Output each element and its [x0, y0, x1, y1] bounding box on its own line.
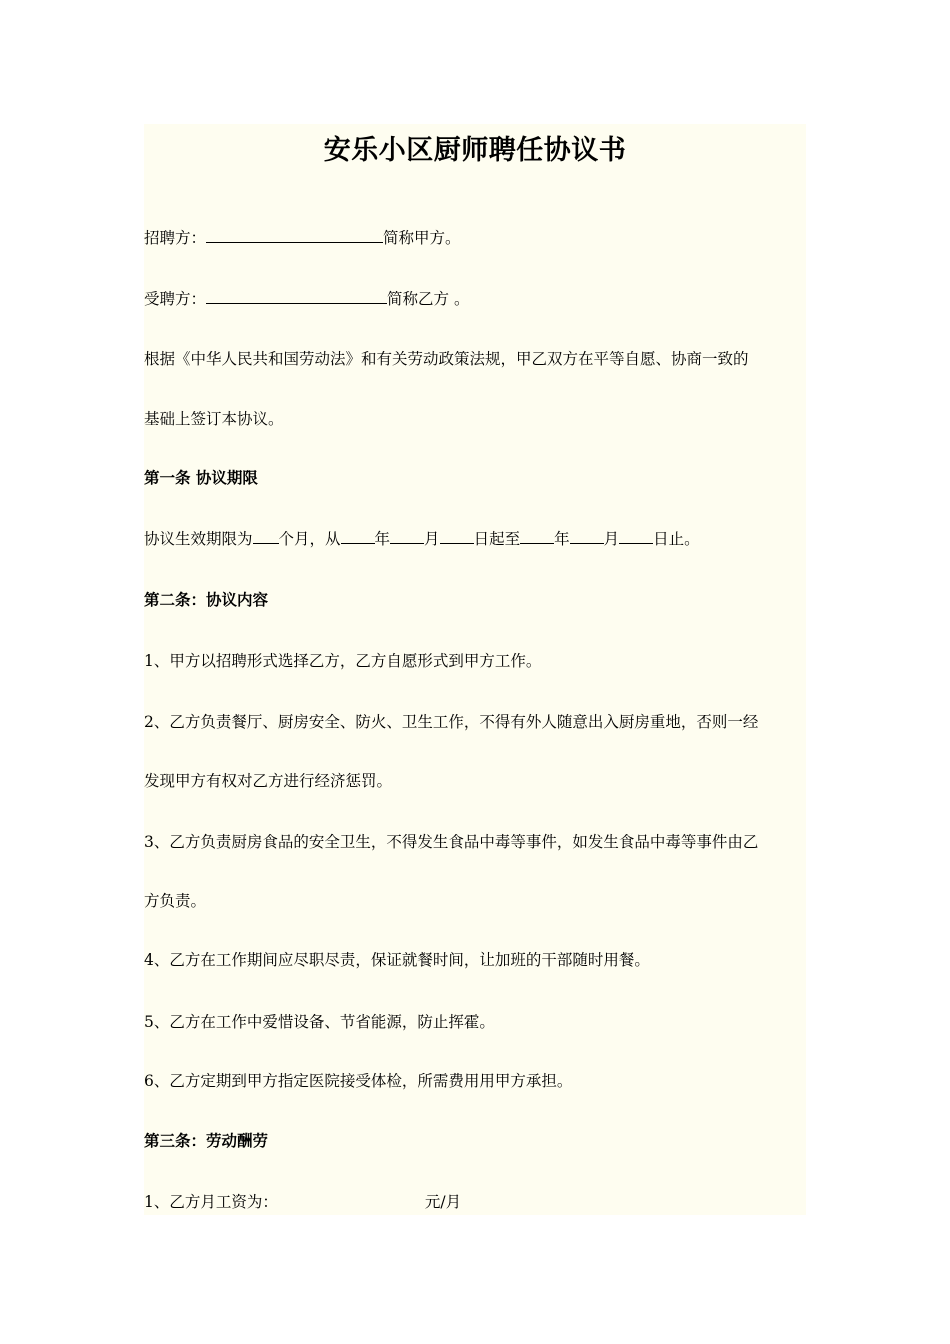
item-3-line-2: 方负责。 — [144, 892, 207, 910]
term-text-3: 年 — [374, 530, 391, 548]
employer-suffix: 简称甲方。 — [383, 229, 461, 247]
term-text-5: 日起至 — [473, 530, 521, 548]
employer-blank[interactable] — [206, 226, 383, 243]
term-months-blank[interactable] — [253, 527, 279, 544]
term-text-7: 月 — [603, 530, 620, 548]
item-2-line-2: 发现甲方有权对乙方进行经济惩罚。 — [144, 772, 393, 790]
article-2-heading: 第二条：协议内容 — [144, 590, 269, 609]
salary-line — [144, 1190, 461, 1214]
intro-line-2: 基础上签订本协议。 — [144, 410, 284, 428]
term-text-1: 协议生效期限为 — [144, 530, 253, 548]
term-text-8: 日止。 — [653, 530, 700, 548]
item-3-line-1: 3、乙方负责厨房食品的安全卫生，不得发生食品中毒等事件，如发生食品中毒等事件由乙 — [144, 833, 759, 851]
start-year-blank[interactable] — [341, 527, 375, 544]
item-6: 6、乙方定期到甲方指定医院接受体检，所需费用用甲方承担。 — [144, 1072, 573, 1090]
item-4: 4、乙方在工作期间应尽职尽责，保证就餐时间，让加班的干部随时用餐。 — [144, 951, 650, 969]
employer-line — [144, 226, 461, 250]
employee-label: 受聘方： — [144, 290, 207, 308]
term-text-4: 月 — [424, 530, 440, 548]
end-year-blank[interactable] — [520, 527, 554, 544]
end-month-blank[interactable] — [570, 527, 604, 544]
item-1: 1、甲方以招聘形式选择乙方，乙方自愿形式到甲方工作。 — [144, 652, 542, 670]
start-month-blank[interactable] — [390, 527, 424, 544]
item-2-line-1: 2、乙方负责餐厅、厨房安全、防火、卫生工作，不得有外人随意出入厨房重地，否则一经 — [144, 713, 759, 731]
salary-unit: 元/月 — [424, 1193, 462, 1211]
intro-line-1: 根据《中华人民共和国劳动法》和有关劳动政策法规，甲乙双方在平等自愿、协商一致的 — [144, 350, 749, 368]
employee-line — [144, 287, 469, 311]
term-text-2: 个月，从 — [278, 530, 341, 548]
employer-label: 招聘方： — [144, 229, 207, 247]
article-1-heading: 第一条 协议期限 — [144, 468, 258, 487]
item-5: 5、乙方在工作中爱惜设备、节省能源，防止挥霍。 — [144, 1013, 495, 1031]
term-line — [144, 527, 700, 551]
article-3-heading: 第三条：劳动酬劳 — [144, 1131, 269, 1150]
employee-blank[interactable] — [206, 287, 387, 304]
employee-suffix: 简称乙方 。 — [387, 290, 470, 308]
end-day-blank[interactable] — [619, 527, 653, 544]
start-day-blank[interactable] — [440, 527, 474, 544]
document-page — [144, 124, 806, 1215]
document-title: 安乐小区厨师聘任协议书 — [323, 135, 627, 166]
term-text-6: 年 — [554, 530, 570, 548]
salary-label: 1、乙方月工资为： — [144, 1193, 278, 1211]
